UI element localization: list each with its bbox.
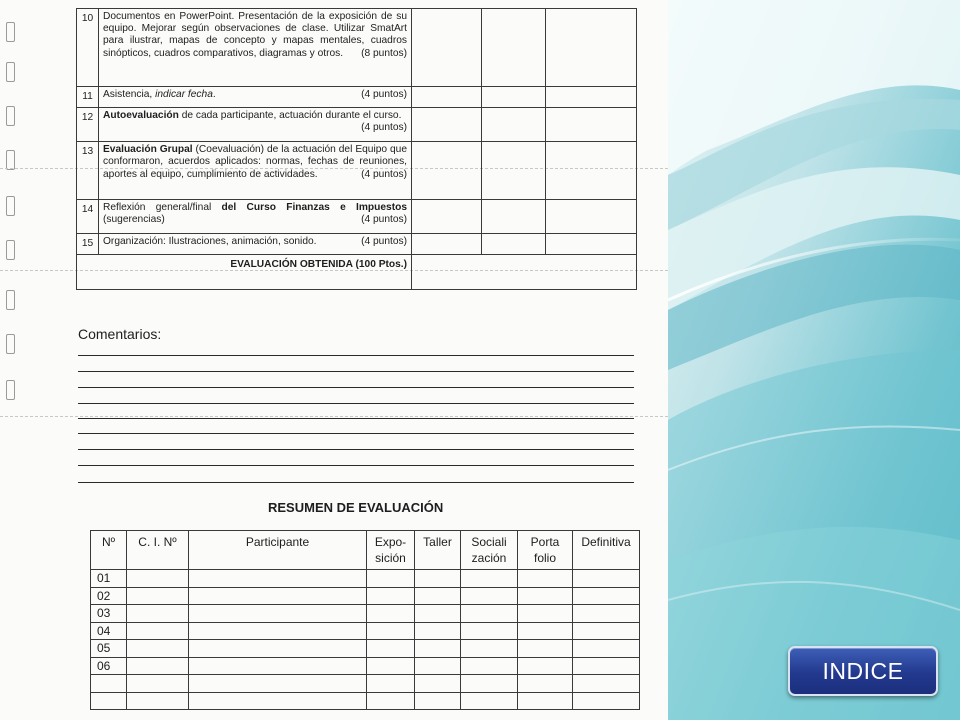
summary-cell — [189, 675, 367, 693]
binder-hole — [6, 334, 15, 354]
comment-line — [78, 403, 634, 404]
summary-column-header: Porta folio — [518, 531, 573, 570]
score-box — [412, 9, 482, 87]
binder-hole — [6, 380, 15, 400]
score-box — [412, 87, 482, 108]
summary-cell — [127, 605, 189, 623]
binder-hole — [6, 240, 15, 260]
comment-line — [78, 449, 634, 450]
comment-line — [78, 433, 634, 434]
criteria-text: Organización: Ilustraciones, animación, sonido. — [103, 236, 317, 248]
comment-line — [78, 387, 634, 388]
criteria-points: (4 puntos) — [361, 236, 407, 248]
score-box — [546, 142, 637, 200]
summary-cell — [189, 605, 367, 623]
comment-line — [78, 371, 634, 372]
criteria-text: de cada participante, actuación durante el curso. — [178, 110, 402, 122]
binder-hole — [6, 62, 15, 82]
summary-cell — [573, 692, 640, 710]
criteria-number: 12 — [77, 108, 99, 142]
summary-cell — [127, 657, 189, 675]
summary-cell — [367, 570, 415, 588]
criteria-number: 11 — [77, 87, 99, 108]
summary-column-header: Expo- sición — [367, 531, 415, 570]
criteria-text: Documentos en PowerPoint. Presentación de la exposición de su equipo. Mejorar según observaciones de clase. Utilizar SmatArt para ilustrar, mapas de concepto y mapas mentales, cuadros sinópticos, cuadros comparativos, diagramas y otros. — [103, 11, 407, 59]
score-box — [482, 87, 546, 108]
binder-hole — [6, 150, 15, 170]
score-box — [482, 9, 546, 87]
criteria-description — [99, 9, 412, 87]
summary-cell — [518, 657, 573, 675]
score-box — [412, 200, 482, 234]
summary-cell — [127, 640, 189, 658]
summary-cell — [189, 640, 367, 658]
participant-number: 04 — [91, 622, 127, 640]
summary-row — [91, 605, 640, 623]
criteria-text: indicar fecha — [155, 89, 213, 100]
comment-line — [78, 465, 634, 466]
summary-cell — [127, 692, 189, 710]
score-box — [412, 142, 482, 200]
score-box — [546, 108, 637, 142]
criteria-number: 14 — [77, 200, 99, 234]
criteria-points: (4 puntos) — [361, 122, 407, 134]
summary-column-header: Taller — [415, 531, 461, 570]
criteria-row — [77, 108, 637, 142]
summary-cell — [518, 692, 573, 710]
summary-cell — [573, 640, 640, 658]
indice-button[interactable]: INDICE — [788, 646, 938, 696]
summary-column-header: Definitiva — [573, 531, 640, 570]
summary-cell — [518, 587, 573, 605]
participant-number — [91, 692, 127, 710]
summary-cell — [367, 640, 415, 658]
criteria-row — [77, 234, 637, 255]
summary-cell — [415, 640, 461, 658]
criteria-text: Asistencia, — [103, 89, 156, 100]
criteria-row — [77, 9, 637, 87]
summary-cell — [461, 675, 518, 693]
binder-hole — [6, 196, 15, 216]
score-box — [546, 234, 637, 255]
criteria-points: (4 puntos) — [361, 214, 407, 226]
summary-table — [90, 530, 640, 710]
summary-cell — [461, 640, 518, 658]
summary-cell — [189, 692, 367, 710]
criteria-description — [99, 108, 412, 142]
summary-cell — [573, 570, 640, 588]
summary-cell — [461, 570, 518, 588]
summary-column-header: Nº — [91, 531, 127, 570]
score-box — [412, 108, 482, 142]
summary-cell — [127, 570, 189, 588]
participant-number — [91, 675, 127, 693]
binder-holes — [2, 0, 18, 720]
summary-title: RESUMEN DE EVALUACIÓN — [268, 500, 444, 515]
summary-row — [91, 622, 640, 640]
summary-row — [91, 587, 640, 605]
summary-cell — [189, 587, 367, 605]
wave-background — [668, 0, 960, 720]
criteria-text: del Curso Finanzas e Impuestos — [221, 202, 407, 214]
participant-number: 01 — [91, 570, 127, 588]
summary-cell — [415, 657, 461, 675]
summary-cell — [415, 605, 461, 623]
summary-cell — [518, 605, 573, 623]
summary-row — [91, 657, 640, 675]
summary-row — [91, 640, 640, 658]
total-label: EVALUACIÓN OBTENIDA (100 Ptos.) — [77, 255, 412, 290]
summary-cell — [367, 605, 415, 623]
score-box — [482, 200, 546, 234]
summary-cell — [367, 675, 415, 693]
criteria-text: . — [212, 89, 216, 100]
summary-cell — [573, 587, 640, 605]
comment-line — [78, 355, 634, 356]
criteria-text: Autoevaluación — [103, 110, 179, 122]
summary-cell — [573, 675, 640, 693]
summary-cell — [127, 587, 189, 605]
criteria-text: Reflexión general/final — [103, 202, 222, 214]
summary-column-header: C. I. Nº — [127, 531, 189, 570]
criteria-text: Evaluación Grupal — [103, 144, 193, 156]
summary-cell — [189, 657, 367, 675]
criteria-description — [99, 234, 412, 255]
summary-cell — [415, 675, 461, 693]
summary-cell — [127, 675, 189, 693]
comment-line — [78, 418, 634, 419]
criteria-row — [77, 87, 637, 108]
summary-cell — [461, 692, 518, 710]
criteria-text: (Coevaluación) de la actuación del Equipo que conformaron, acuerdos aplicados: normas, fechas de reuniones, aportes al equipo, cumplimiento de actividades. — [103, 144, 407, 180]
criteria-row — [77, 200, 637, 234]
summary-cell — [461, 622, 518, 640]
binder-hole — [6, 22, 15, 42]
summary-cell — [518, 622, 573, 640]
criteria-number: 15 — [77, 234, 99, 255]
summary-cell — [415, 587, 461, 605]
participant-number: 02 — [91, 587, 127, 605]
summary-cell — [367, 587, 415, 605]
participant-number: 03 — [91, 605, 127, 623]
criteria-row — [77, 142, 637, 200]
summary-cell — [367, 692, 415, 710]
criteria-number: 13 — [77, 142, 99, 200]
summary-cell — [461, 657, 518, 675]
summary-row — [91, 675, 640, 693]
criteria-points: (4 puntos) — [361, 89, 407, 100]
summary-cell — [518, 675, 573, 693]
score-box — [482, 108, 546, 142]
summary-header-row — [91, 531, 640, 570]
total-row — [77, 255, 637, 290]
evaluation-criteria-table — [76, 8, 637, 290]
summary-row — [91, 570, 640, 588]
summary-cell — [189, 622, 367, 640]
comments-label: Comentarios: — [78, 326, 162, 342]
score-box — [546, 87, 637, 108]
summary-cell — [415, 622, 461, 640]
summary-column-header: Participante — [189, 531, 367, 570]
summary-cell — [461, 587, 518, 605]
score-box — [546, 9, 637, 87]
criteria-points: (4 puntos) — [361, 168, 407, 180]
score-box — [546, 200, 637, 234]
summary-cell — [573, 657, 640, 675]
criteria-description — [99, 142, 412, 200]
criteria-description — [99, 200, 412, 234]
summary-cell — [573, 622, 640, 640]
summary-cell — [518, 640, 573, 658]
summary-column-header: Sociali zación — [461, 531, 518, 570]
criteria-number: 10 — [77, 9, 99, 87]
decorative-wave-panel — [668, 0, 960, 720]
summary-cell — [367, 657, 415, 675]
summary-cell — [367, 622, 415, 640]
summary-row — [91, 692, 640, 710]
summary-cell — [189, 570, 367, 588]
criteria-text: (sugerencias) — [103, 214, 165, 226]
binder-hole — [6, 290, 15, 310]
summary-cell — [415, 570, 461, 588]
summary-cell — [573, 605, 640, 623]
summary-cell — [415, 692, 461, 710]
summary-cell — [518, 570, 573, 588]
total-score-box — [412, 255, 637, 290]
participant-number: 06 — [91, 657, 127, 675]
score-box — [412, 234, 482, 255]
summary-cell — [127, 622, 189, 640]
summary-cell — [461, 605, 518, 623]
criteria-description — [99, 87, 412, 108]
criteria-points: (8 puntos) — [361, 47, 407, 59]
binder-hole — [6, 106, 15, 126]
score-box — [482, 142, 546, 200]
comment-line — [78, 482, 634, 483]
score-box — [482, 234, 546, 255]
participant-number: 05 — [91, 640, 127, 658]
